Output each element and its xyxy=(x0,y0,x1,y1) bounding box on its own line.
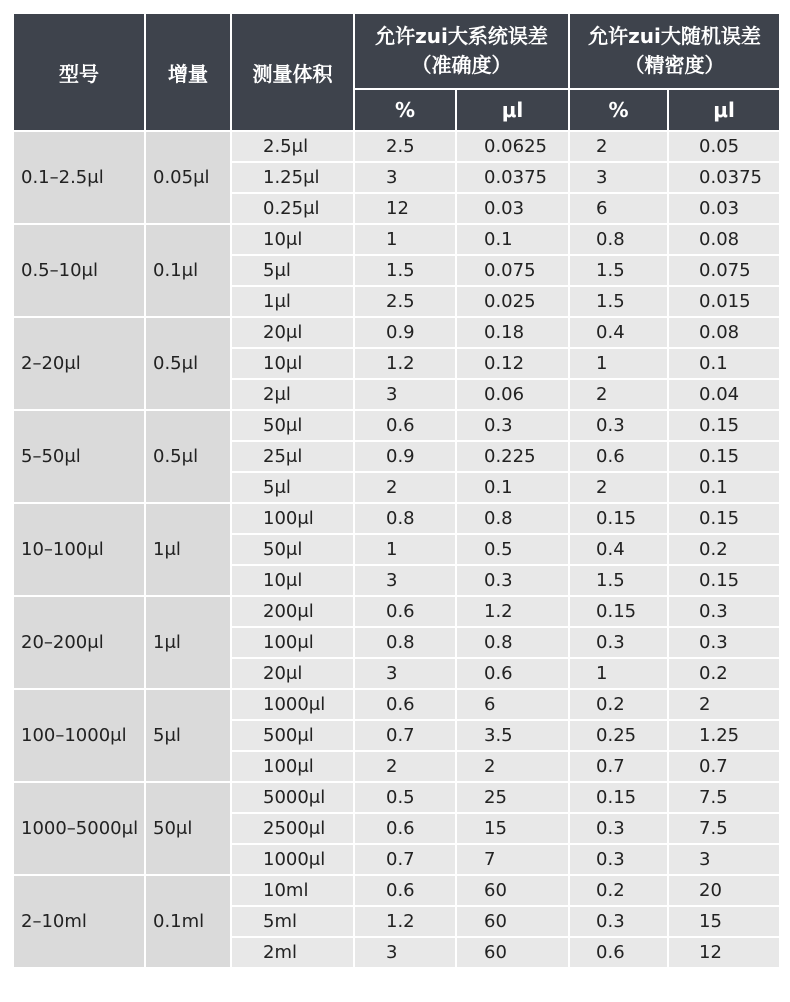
sys-ul-cell: 0.3 xyxy=(457,566,568,595)
volume-cell: 200μl xyxy=(232,597,353,626)
model-cell: 0.1–2.5μl xyxy=(14,132,144,223)
sys-ul-cell: 3.5 xyxy=(457,721,568,750)
rand-ul-cell: 2 xyxy=(669,690,779,719)
volume-cell: 2ml xyxy=(232,938,353,967)
sys-ul-cell: 0.075 xyxy=(457,256,568,285)
volume-cell: 1.25μl xyxy=(232,163,353,192)
sys-percent-cell: 0.6 xyxy=(355,814,455,843)
model-cell: 2–10ml xyxy=(14,876,144,967)
rand-percent-cell: 1.5 xyxy=(570,566,667,595)
sys-ul-cell: 0.0375 xyxy=(457,163,568,192)
rand-percent-cell: 0.15 xyxy=(570,783,667,812)
rand-ul-cell: 1.25 xyxy=(669,721,779,750)
rand-percent-cell: 1 xyxy=(570,349,667,378)
rand-percent-cell: 1.5 xyxy=(570,256,667,285)
volume-cell: 5ml xyxy=(232,907,353,936)
table-row xyxy=(14,783,779,812)
table-row xyxy=(14,318,779,347)
sys-percent-cell: 0.7 xyxy=(355,845,455,874)
rand-percent-cell: 0.3 xyxy=(570,814,667,843)
table-row xyxy=(14,876,779,905)
table-row xyxy=(14,225,779,254)
header-increment: 增量 xyxy=(146,14,230,130)
rand-percent-cell: 6 xyxy=(570,194,667,223)
table-row xyxy=(14,690,779,719)
rand-ul-cell: 0.15 xyxy=(669,504,779,533)
volume-cell: 1000μl xyxy=(232,690,353,719)
increment-cell: 5μl xyxy=(146,690,230,781)
sys-ul-cell: 0.12 xyxy=(457,349,568,378)
volume-cell: 100μl xyxy=(232,628,353,657)
sys-ul-cell: 0.0625 xyxy=(457,132,568,161)
sys-ul-cell: 60 xyxy=(457,907,568,936)
model-cell: 0.5–10μl xyxy=(14,225,144,316)
rand-percent-cell: 2 xyxy=(570,473,667,502)
sys-percent-cell: 0.6 xyxy=(355,876,455,905)
sys-percent-cell: 1.2 xyxy=(355,907,455,936)
volume-cell: 20μl xyxy=(232,659,353,688)
volume-cell: 5μl xyxy=(232,256,353,285)
increment-cell: 1μl xyxy=(146,597,230,688)
sys-percent-cell: 3 xyxy=(355,938,455,967)
rand-percent-cell: 0.6 xyxy=(570,442,667,471)
model-cell: 10–100μl xyxy=(14,504,144,595)
rand-percent-cell: 0.25 xyxy=(570,721,667,750)
volume-cell: 100μl xyxy=(232,504,353,533)
sys-ul-cell: 1.2 xyxy=(457,597,568,626)
sys-percent-cell: 0.5 xyxy=(355,783,455,812)
increment-cell: 1μl xyxy=(146,504,230,595)
rand-percent-cell: 0.3 xyxy=(570,628,667,657)
rand-ul-cell: 0.1 xyxy=(669,349,779,378)
sys-percent-cell: 0.8 xyxy=(355,504,455,533)
table-row xyxy=(14,132,779,161)
sys-percent-cell: 0.9 xyxy=(355,318,455,347)
sys-ul-cell: 0.6 xyxy=(457,659,568,688)
sys-ul-cell: 0.1 xyxy=(457,473,568,502)
volume-cell: 10μl xyxy=(232,566,353,595)
sys-ul-cell: 0.8 xyxy=(457,504,568,533)
rand-percent-cell: 0.2 xyxy=(570,876,667,905)
volume-cell: 50μl xyxy=(232,411,353,440)
model-cell: 1000–5000μl xyxy=(14,783,144,874)
increment-cell: 50μl xyxy=(146,783,230,874)
rand-ul-cell: 0.2 xyxy=(669,659,779,688)
rand-ul-cell: 15 xyxy=(669,907,779,936)
increment-cell: 0.05μl xyxy=(146,132,230,223)
volume-cell: 500μl xyxy=(232,721,353,750)
table-row xyxy=(14,504,779,533)
rand-ul-cell: 0.2 xyxy=(669,535,779,564)
rand-ul-cell: 20 xyxy=(669,876,779,905)
sys-ul-cell: 0.8 xyxy=(457,628,568,657)
volume-cell: 10ml xyxy=(232,876,353,905)
increment-cell: 0.1μl xyxy=(146,225,230,316)
rand-ul-cell: 0.7 xyxy=(669,752,779,781)
rand-percent-cell: 0.4 xyxy=(570,318,667,347)
sys-ul-cell: 2 xyxy=(457,752,568,781)
sys-percent-cell: 2 xyxy=(355,752,455,781)
random-error-note: （精密度） xyxy=(624,53,725,77)
table-row xyxy=(14,411,779,440)
rand-ul-cell: 0.03 xyxy=(669,194,779,223)
rand-percent-cell: 0.8 xyxy=(570,225,667,254)
rand-ul-cell: 3 xyxy=(669,845,779,874)
rand-ul-cell: 7.5 xyxy=(669,814,779,843)
volume-cell: 2μl xyxy=(232,380,353,409)
volume-cell: 10μl xyxy=(232,349,353,378)
volume-cell: 50μl xyxy=(232,535,353,564)
header-model: 型号 xyxy=(14,14,144,130)
sys-percent-cell: 12 xyxy=(355,194,455,223)
sys-percent-cell: 0.6 xyxy=(355,411,455,440)
rand-ul-cell: 0.15 xyxy=(669,411,779,440)
rand-ul-cell: 0.08 xyxy=(669,318,779,347)
sys-percent-cell: 0.6 xyxy=(355,690,455,719)
sys-ul-cell: 0.18 xyxy=(457,318,568,347)
model-cell: 20–200μl xyxy=(14,597,144,688)
pipette-spec-table xyxy=(12,12,781,969)
rand-percent-cell: 0.15 xyxy=(570,504,667,533)
sys-percent-cell: 2.5 xyxy=(355,132,455,161)
sys-percent-cell: 0.7 xyxy=(355,721,455,750)
volume-cell: 1000μl xyxy=(232,845,353,874)
rand-ul-cell: 0.08 xyxy=(669,225,779,254)
rand-ul-cell: 0.1 xyxy=(669,473,779,502)
sys-ul-cell: 7 xyxy=(457,845,568,874)
rand-ul-cell: 12 xyxy=(669,938,779,967)
header-rand-percent: % xyxy=(570,90,667,130)
sys-percent-cell: 0.6 xyxy=(355,597,455,626)
sys-percent-cell: 2 xyxy=(355,473,455,502)
rand-percent-cell: 0.3 xyxy=(570,845,667,874)
sys-percent-cell: 3 xyxy=(355,380,455,409)
header-volume: 测量体积 xyxy=(232,14,353,130)
volume-cell: 100μl xyxy=(232,752,353,781)
sys-percent-cell: 3 xyxy=(355,163,455,192)
model-cell: 2–20μl xyxy=(14,318,144,409)
sys-ul-cell: 25 xyxy=(457,783,568,812)
rand-ul-cell: 0.075 xyxy=(669,256,779,285)
volume-cell: 10μl xyxy=(232,225,353,254)
random-error-title: 允许zui大随机误差 xyxy=(588,24,761,48)
sys-ul-cell: 0.1 xyxy=(457,225,568,254)
rand-ul-cell: 7.5 xyxy=(669,783,779,812)
increment-cell: 0.5μl xyxy=(146,318,230,409)
rand-ul-cell: 0.0375 xyxy=(669,163,779,192)
volume-cell: 25μl xyxy=(232,442,353,471)
rand-ul-cell: 0.3 xyxy=(669,628,779,657)
sys-ul-cell: 0.225 xyxy=(457,442,568,471)
volume-cell: 0.25μl xyxy=(232,194,353,223)
rand-percent-cell: 2 xyxy=(570,380,667,409)
rand-ul-cell: 0.04 xyxy=(669,380,779,409)
rand-percent-cell: 1.5 xyxy=(570,287,667,316)
sys-ul-cell: 60 xyxy=(457,938,568,967)
model-cell: 100–1000μl xyxy=(14,690,144,781)
rand-percent-cell: 3 xyxy=(570,163,667,192)
rand-ul-cell: 0.05 xyxy=(669,132,779,161)
increment-cell: 0.5μl xyxy=(146,411,230,502)
rand-ul-cell: 0.015 xyxy=(669,287,779,316)
sys-ul-cell: 0.03 xyxy=(457,194,568,223)
header-systematic-error xyxy=(355,14,568,88)
sys-ul-cell: 60 xyxy=(457,876,568,905)
sys-percent-cell: 1.2 xyxy=(355,349,455,378)
sys-ul-cell: 0.3 xyxy=(457,411,568,440)
systematic-error-note: （准确度） xyxy=(411,53,512,77)
sys-percent-cell: 3 xyxy=(355,566,455,595)
sys-ul-cell: 15 xyxy=(457,814,568,843)
header-sys-percent: % xyxy=(355,90,455,130)
rand-percent-cell: 0.2 xyxy=(570,690,667,719)
header-random-error xyxy=(570,14,779,88)
sys-percent-cell: 2.5 xyxy=(355,287,455,316)
sys-ul-cell: 0.06 xyxy=(457,380,568,409)
sys-percent-cell: 3 xyxy=(355,659,455,688)
rand-percent-cell: 1 xyxy=(570,659,667,688)
header-rand-ul: μl xyxy=(669,90,779,130)
rand-ul-cell: 0.15 xyxy=(669,442,779,471)
increment-cell: 0.1ml xyxy=(146,876,230,967)
rand-percent-cell: 0.3 xyxy=(570,411,667,440)
sys-percent-cell: 0.8 xyxy=(355,628,455,657)
table-row xyxy=(14,597,779,626)
volume-cell: 2.5μl xyxy=(232,132,353,161)
sys-percent-cell: 1 xyxy=(355,225,455,254)
volume-cell: 2500μl xyxy=(232,814,353,843)
systematic-error-title: 允许zui大系统误差 xyxy=(375,24,548,48)
rand-percent-cell: 0.7 xyxy=(570,752,667,781)
sys-ul-cell: 6 xyxy=(457,690,568,719)
model-cell: 5–50μl xyxy=(14,411,144,502)
volume-cell: 1μl xyxy=(232,287,353,316)
rand-percent-cell: 0.4 xyxy=(570,535,667,564)
rand-percent-cell: 0.3 xyxy=(570,907,667,936)
volume-cell: 5μl xyxy=(232,473,353,502)
header-sys-ul: μl xyxy=(457,90,568,130)
table-body xyxy=(14,132,779,967)
sys-ul-cell: 0.025 xyxy=(457,287,568,316)
rand-percent-cell: 2 xyxy=(570,132,667,161)
rand-ul-cell: 0.15 xyxy=(669,566,779,595)
sys-percent-cell: 1 xyxy=(355,535,455,564)
rand-ul-cell: 0.3 xyxy=(669,597,779,626)
sys-percent-cell: 0.9 xyxy=(355,442,455,471)
sys-percent-cell: 1.5 xyxy=(355,256,455,285)
volume-cell: 20μl xyxy=(232,318,353,347)
rand-percent-cell: 0.15 xyxy=(570,597,667,626)
sys-ul-cell: 0.5 xyxy=(457,535,568,564)
rand-percent-cell: 0.6 xyxy=(570,938,667,967)
volume-cell: 5000μl xyxy=(232,783,353,812)
